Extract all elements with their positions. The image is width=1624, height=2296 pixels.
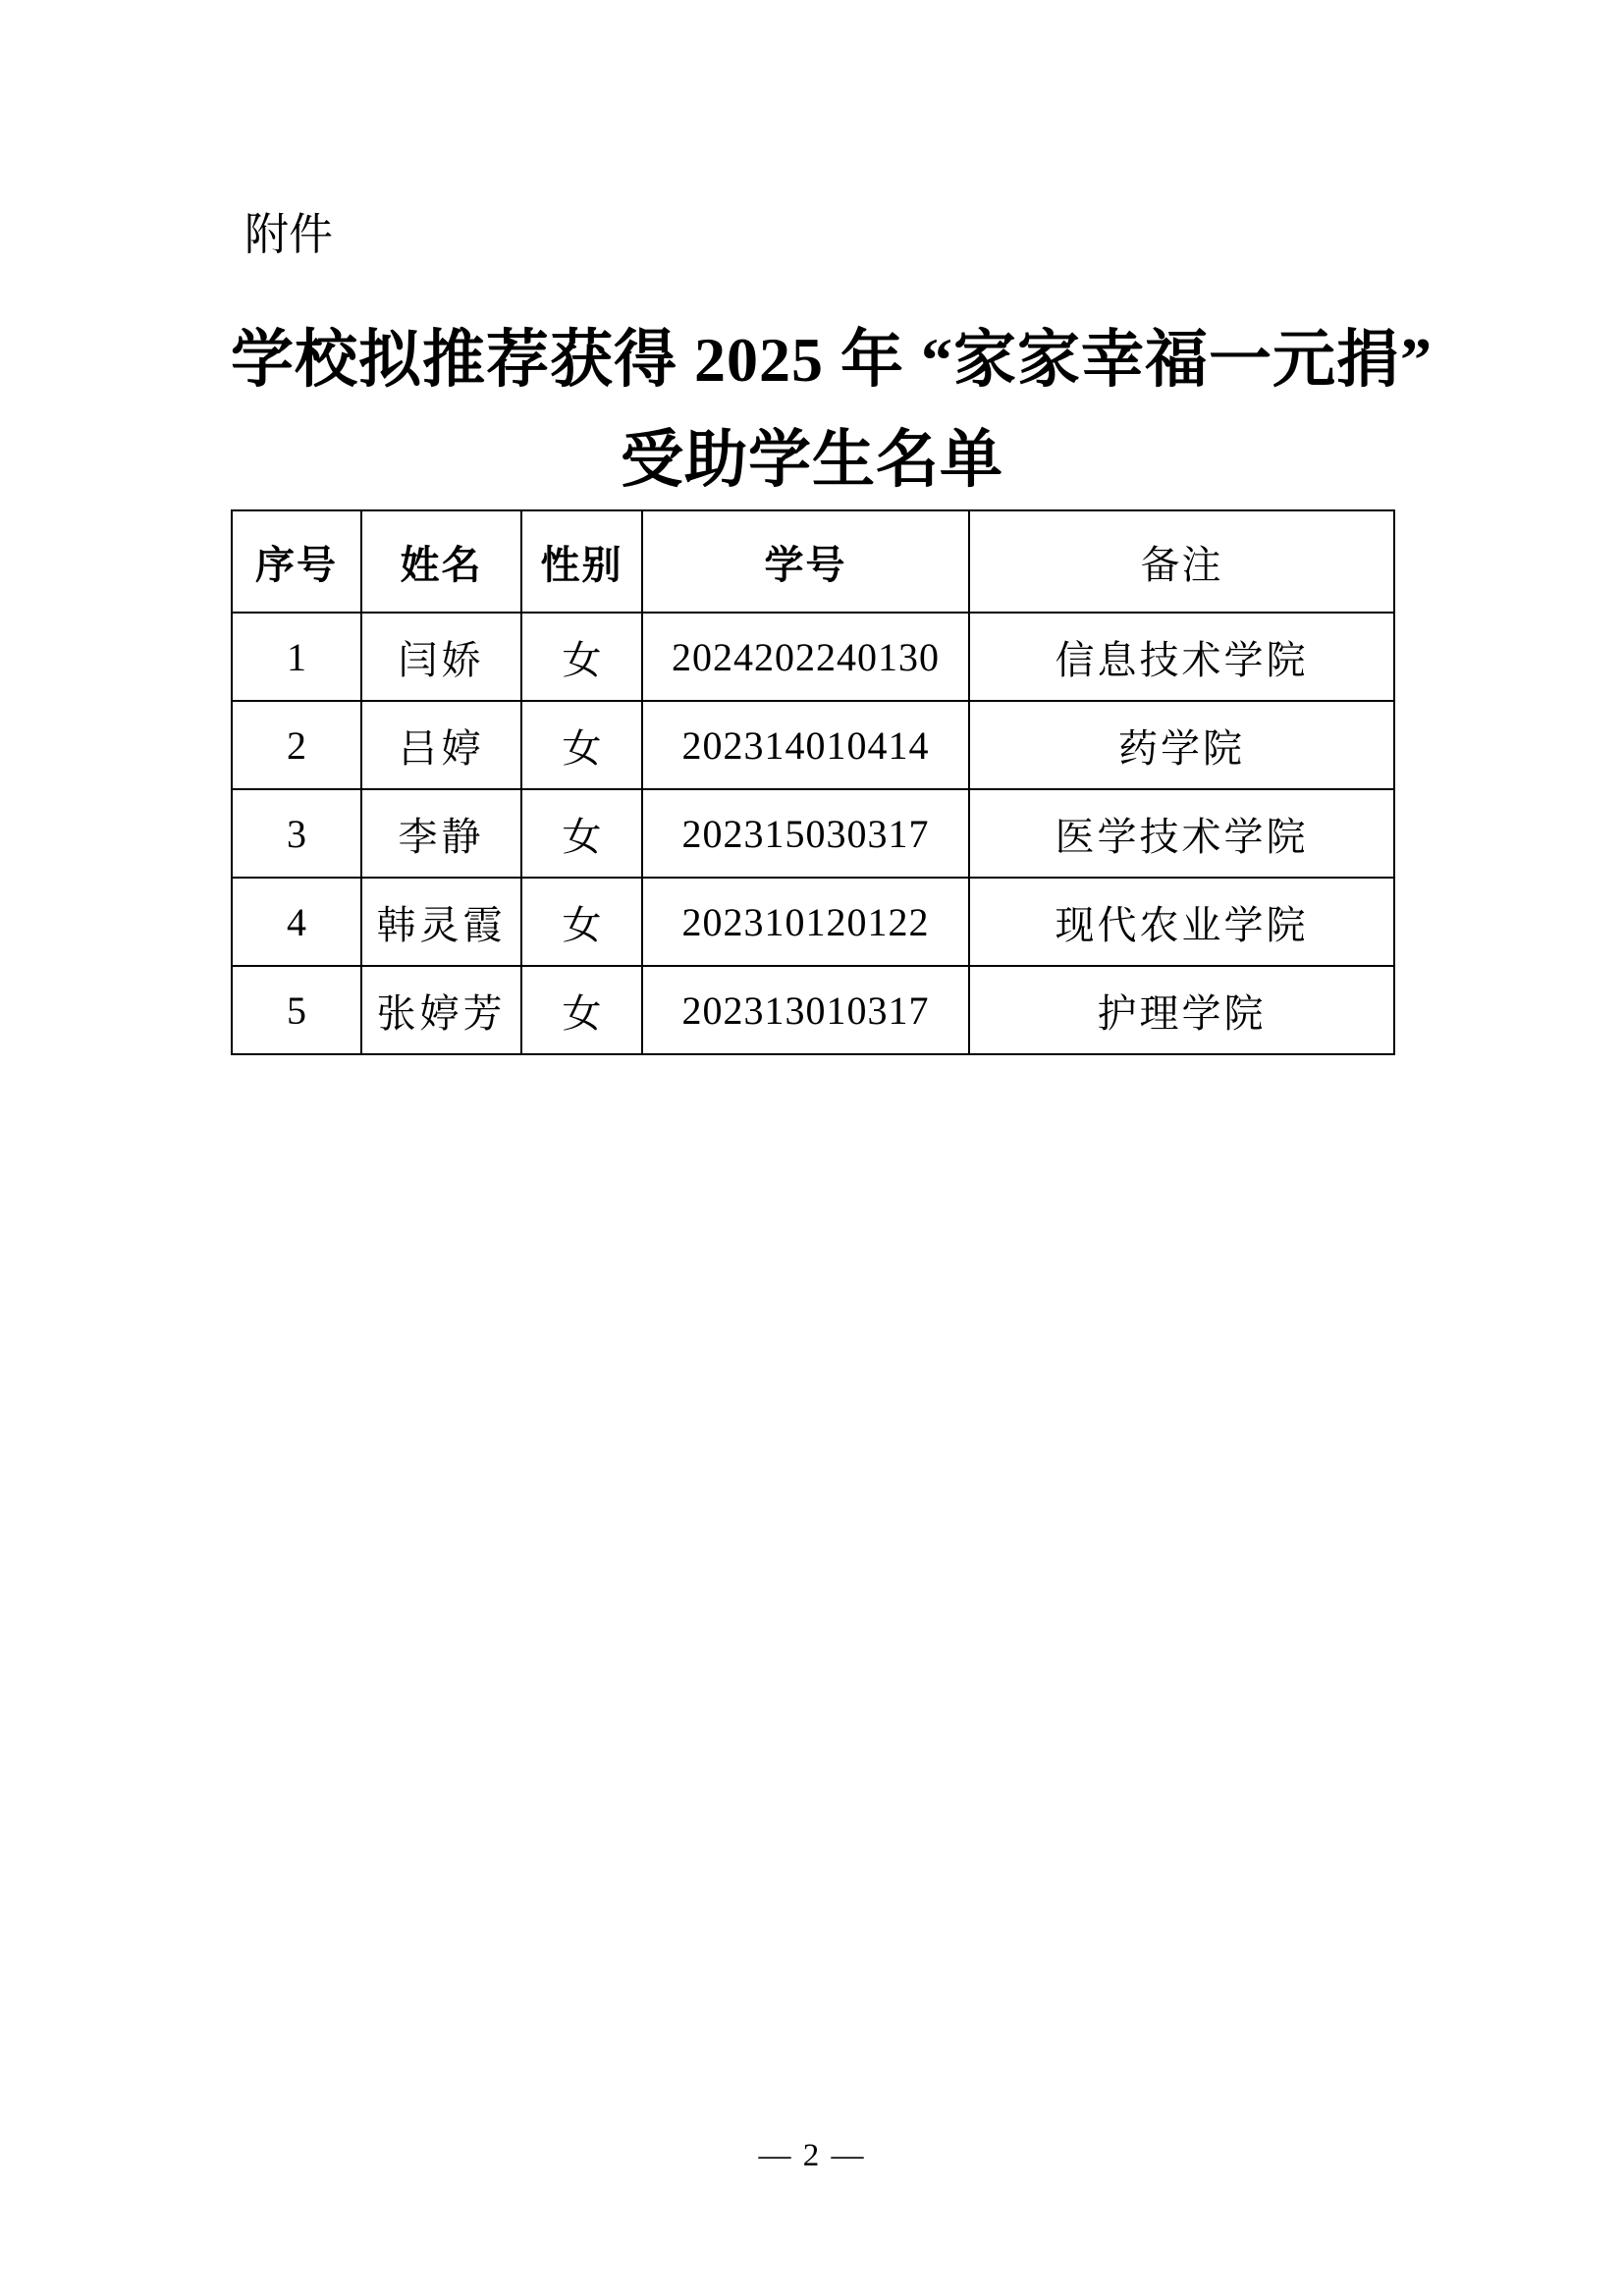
document-title-line-1: 学校拟推荐获得 2025 年 “家家幸福一元捐” bbox=[231, 325, 1433, 395]
header-remark: 备注 bbox=[969, 510, 1394, 613]
table-row bbox=[232, 613, 1394, 701]
page-number: — 2 — bbox=[758, 2138, 866, 2173]
table-row bbox=[232, 878, 1394, 966]
cell-student-id: 202315030317 bbox=[642, 789, 969, 878]
table-row bbox=[232, 789, 1394, 878]
cell-name: 张婷芳 bbox=[361, 966, 521, 1054]
cell-gender: 女 bbox=[521, 613, 642, 701]
cell-remark: 信息技术学院 bbox=[969, 613, 1394, 701]
cell-remark: 现代农业学院 bbox=[969, 878, 1394, 966]
table-row bbox=[232, 966, 1394, 1054]
cell-student-id: 202313010317 bbox=[642, 966, 969, 1054]
cell-student-id: 2024202240130 bbox=[642, 613, 969, 701]
header-index: 序号 bbox=[232, 510, 361, 613]
cell-gender: 女 bbox=[521, 878, 642, 966]
cell-gender: 女 bbox=[521, 789, 642, 878]
cell-index: 2 bbox=[232, 701, 361, 789]
cell-index: 3 bbox=[232, 789, 361, 878]
cell-name: 韩灵霞 bbox=[361, 878, 521, 966]
cell-index: 4 bbox=[232, 878, 361, 966]
attachment-label: 附件 bbox=[244, 209, 334, 259]
cell-student-id: 202314010414 bbox=[642, 701, 969, 789]
table-row bbox=[232, 701, 1394, 789]
cell-gender: 女 bbox=[521, 701, 642, 789]
document-title-line-2: 受助学生名单 bbox=[621, 425, 1003, 495]
cell-remark: 医学技术学院 bbox=[969, 789, 1394, 878]
cell-index: 1 bbox=[232, 613, 361, 701]
header-name: 姓名 bbox=[361, 510, 521, 613]
header-gender: 性别 bbox=[521, 510, 642, 613]
header-student-id: 学号 bbox=[642, 510, 969, 613]
cell-name: 吕婷 bbox=[361, 701, 521, 789]
cell-name: 闫娇 bbox=[361, 613, 521, 701]
cell-remark: 护理学院 bbox=[969, 966, 1394, 1054]
cell-student-id: 202310120122 bbox=[642, 878, 969, 966]
student-table bbox=[231, 509, 1395, 1055]
cell-index: 5 bbox=[232, 966, 361, 1054]
cell-gender: 女 bbox=[521, 966, 642, 1054]
document-title bbox=[231, 310, 1433, 510]
cell-remark: 药学院 bbox=[969, 701, 1394, 789]
table-body bbox=[232, 613, 1394, 1054]
table-header-row bbox=[232, 510, 1394, 613]
cell-name: 李静 bbox=[361, 789, 521, 878]
